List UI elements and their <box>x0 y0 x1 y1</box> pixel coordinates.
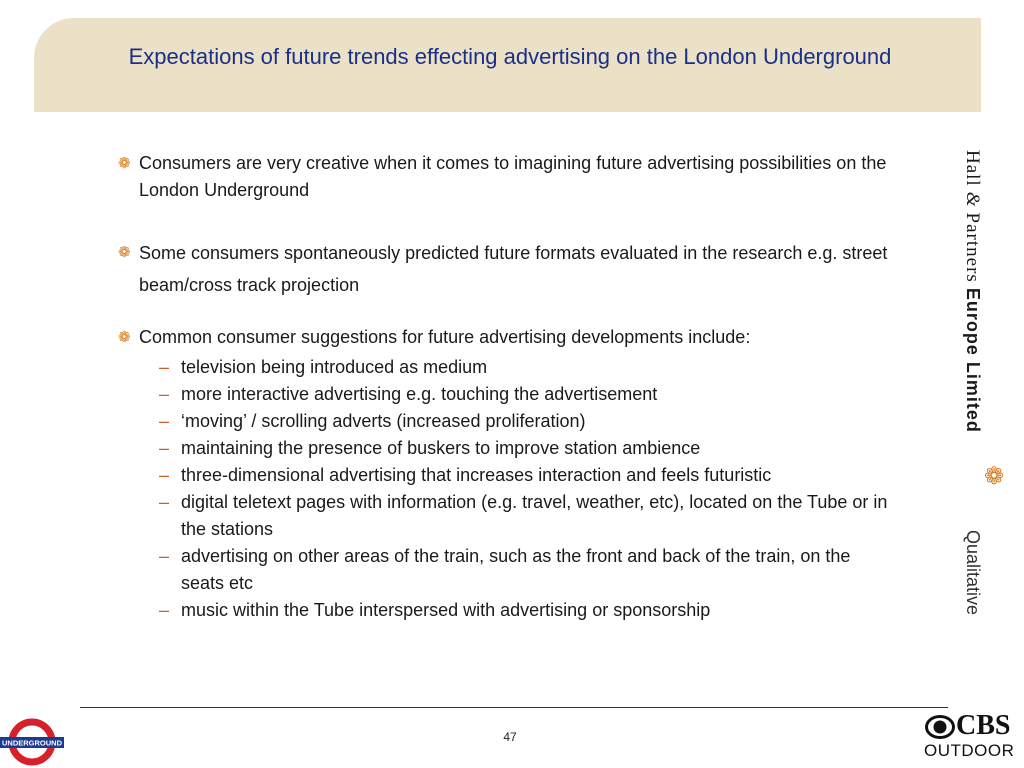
footer-divider <box>80 707 948 708</box>
slide-title: Expectations of future trends effecting advertising on the London Underground <box>128 44 892 69</box>
dash-icon: – <box>159 492 170 512</box>
dash-icon: – <box>159 384 170 404</box>
sub-bullet-item <box>118 354 898 381</box>
sub-bullet-text: maintaining the presence of buskers to improve station ambience <box>181 438 701 458</box>
underground-roundel-logo <box>0 712 64 768</box>
bullet-list <box>118 150 898 624</box>
page-number: 47 <box>503 730 517 744</box>
sub-bullet-list <box>118 354 898 624</box>
sub-bullet-item <box>118 597 898 624</box>
sub-bullet-text: more interactive advertising e.g. touching the advertisement <box>181 384 658 404</box>
flower-bullet-icon: ❁ <box>118 155 131 172</box>
bullet-item <box>118 324 898 351</box>
sub-bullet-text: advertising on other areas of the train, such as the front and back of the train, on the seats etc <box>181 546 851 593</box>
bullet-text: Consumers are very creative when it comes to imagining future advertising possibilities on the London Underground <box>139 153 887 200</box>
sub-bullet-item <box>118 489 898 543</box>
dash-icon: – <box>159 438 170 458</box>
dash-icon: – <box>159 465 170 485</box>
roundel-label: UNDERGROUND <box>2 738 62 748</box>
dash-icon: – <box>159 546 170 566</box>
sub-bullet-text: ‘moving’ / scrolling adverts (increased proliferation) <box>181 411 586 431</box>
hall-partners-brand <box>961 150 983 433</box>
brand-partners: Partners <box>962 212 983 283</box>
sub-bullet-text: three-dimensional advertising that increases interaction and feels futuristic <box>181 465 772 485</box>
brand-amp: & <box>962 191 983 208</box>
dash-icon: – <box>159 600 170 620</box>
sub-bullet-item <box>118 435 898 462</box>
sub-bullet-text: digital teletext pages with information (e.g. travel, weather, etc), located on the Tube or in the stations <box>181 492 888 539</box>
cbs-wordmark: CBS <box>956 710 1011 741</box>
bullet-item <box>118 237 898 301</box>
bullet-text: Common consumer suggestions for future advertising developments include: <box>139 327 751 347</box>
flower-bullet-icon: ❁ <box>118 244 131 261</box>
hall-partners-flower-icon: ❁ <box>984 463 1005 490</box>
sub-bullet-text: music within the Tube interspersed with advertising or sponsorship <box>181 600 711 620</box>
flower-bullet-icon: ❁ <box>118 329 131 346</box>
brand-hall: Hall <box>962 150 983 187</box>
brand-europe: Europe Limited <box>963 287 983 433</box>
bullet-text: Some consumers spontaneously predicted future formats evaluated in the research e.g. street beam/cross track projection <box>139 243 888 295</box>
cbs-eye-pupil <box>934 721 947 734</box>
brand-qualitative: Qualitative <box>963 530 983 616</box>
dash-icon: – <box>159 357 170 377</box>
sub-bullet-item <box>118 381 898 408</box>
dash-icon: – <box>159 411 170 431</box>
sub-bullet-text: television being introduced as medium <box>181 357 488 377</box>
sub-bullet-item <box>118 543 898 597</box>
bullet-item <box>118 150 898 204</box>
sub-bullet-item <box>118 462 898 489</box>
sub-bullet-item <box>118 408 898 435</box>
cbs-outdoor-wordmark: OUTDOOR <box>924 741 1015 760</box>
